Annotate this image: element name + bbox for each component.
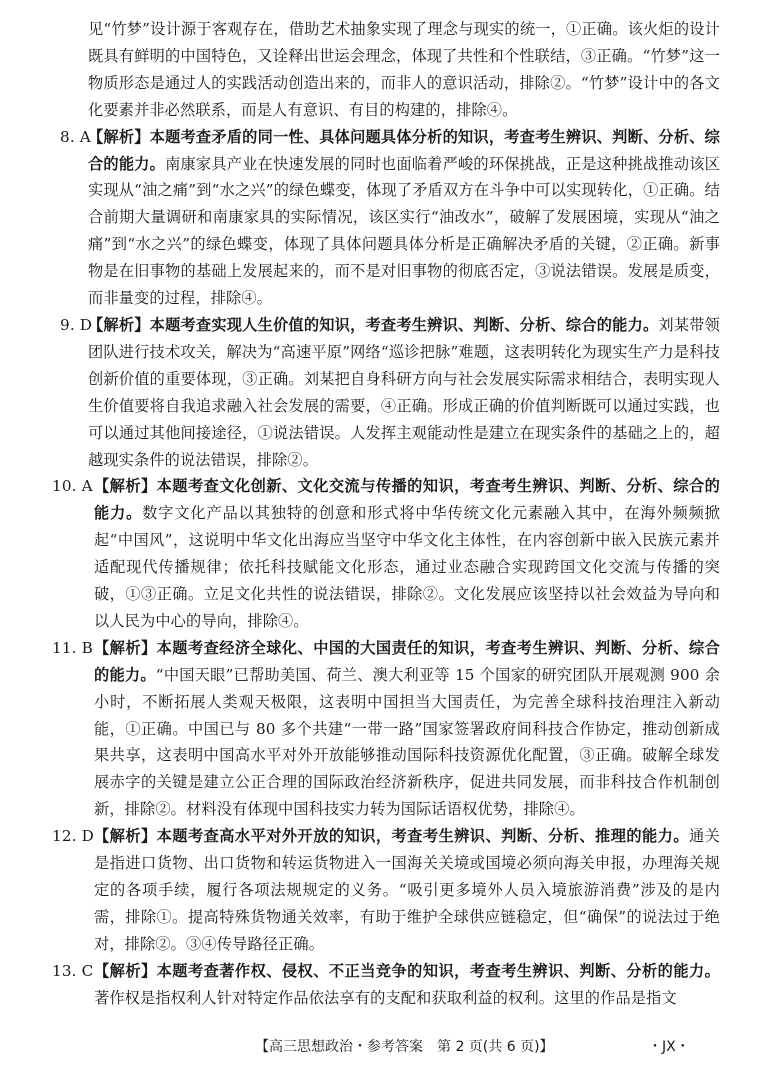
analysis-tag: 【解析】 [94,961,157,980]
analysis-body: 数字文化产品以其独特的创意和形式将中华传统文化元素融入其中，在海外频频掀起“中国风”，这说明中华文化出海应当坚守中华文化主体性，在内容创新中嵌入民族元素并适配现代传播规律；依托科技赋能文化形态，通过业态融合实现跨国文化交流与传播的突破，①③正确。立足文化共性的说法错误，排除②。文化发展应该坚持以社会效益为导向和以人民为中心的导向，排除④。 [94,504,720,630]
answer-number: 13. C [52,961,94,980]
analysis-body: 刘某带领团队进行技术攻关，解决为“高速平原”网络“巡诊把脉”难题，这表明转化为现实生产力是科技创新价值的重要体现，③正确。刘某把自身科研方向与社会发展实际需求相结合，表明实现人生价值要将自我追求融入社会发展的需要，④正确。形成正确的价值判断既可以通过实践，也可以通过其他间接途径，①说法错误。人发挥主观能动性是建立在现实条件的基础之上的，超越现实条件的说法错误，排除②。 [88,315,720,469]
answer-number: 9. D [60,315,93,334]
answer-number: 8. A [60,127,91,146]
answer-number: 10. A [52,477,93,496]
analysis-tag: 【解析】 [94,638,157,657]
analysis-tag: 【解析】 [94,477,157,496]
analysis-body: “中国天眼”已帮助美国、荷兰、澳大利亚等 15 个国家的研究团队开展观测 900 余小时，不断拓展人类观天极限，这表明中国担当大国责任，为完善全球科技治理注入新动能，①正确。中国已与 80 多个共建“一带一路”国家签署政府间科技合作协定，推动创新成果共享，这表明中国高水平对外开放能够推动国际科技资源优化配置，③正确。破解全球发展赤字的关键是建立公正合理的国际政治经济新秩序，促进共同发展，而非科技合作机制创新，排除②。材料没有体现中国科技实力转为国际话语权优势，排除④。 [94,665,720,819]
analysis-body: 著作权是指权利人针对特定作品依法享有的支配和获取利益的权利。这里的作品是指文 [94,988,677,1007]
answer-item [52,473,720,634]
answer-item [60,312,720,473]
footer-title: 【高三思想政治・参考答案 第 2 页(共 6 页)】 [255,1039,554,1055]
analysis-lead: 本题考查实现人生价值的知识，考查考生辨识、判断、分析、综合的能力。 [149,315,659,334]
answer-list [52,124,721,1012]
intro-paragraph: 见“竹梦”设计源于客观存在，借助艺术抽象实现了理念与现实的统一，①正确。该火炬的设计既具有鲜明的中国特色，又诠释出世运会理念，体现了共性和个性联结，③正确。“竹梦”这一物质形态是通过人的实践活动创造出来的，而非人的意识活动，排除②。“竹梦”设计中的各文化要素并非必然联系，而是人有意识、有目的构建的，排除④。 [88,20,720,119]
answer-content [52,16,721,1012]
answer-item [52,823,720,958]
analysis-body: 南康家具产业在快速发展的同时也面临着严峻的环保挑战，正是这种挑战推动该区实现从“油之痛”到“水之兴”的绿色蝶变，体现了矛盾双方在斗争中可以实现转化，①正确。结合前期大量调研和南康家具的实际情况，该区实行“油改水”，破解了发展困境，实现从“油之痛”到“水之兴”的绿色蝶变，体现了具体问题具体分析是正确解决矛盾的关键，②正确。新事物是在旧事物的基础上发展起来的，而不是对旧事物的彻底否定，③说法错误。发展是质变，而非量变的过程，排除④。 [88,154,721,308]
analysis-tag: 【解析】 [88,315,150,334]
page-footer [0,1036,764,1058]
answer-item [52,958,720,1012]
analysis-lead: 本题考查矛盾的同一性、具体问题具体分析的知识，考查考生辨识、判断、分析、综合的能力。 [88,127,720,173]
analysis-lead: 本题考查高水平对外开放的知识，考查考生辨识、判断、分析、推理的能力。 [156,827,689,846]
analysis-tag: 【解析】 [88,127,150,146]
analysis-tag: 【解析】 [94,827,157,846]
answer-number: 12. D [52,827,94,846]
answer-item [52,635,720,823]
answer-number: 11. B [52,638,93,657]
analysis-lead: 本题考查著作权、侵权、不正当竞争的知识，考查考生辨识、判断、分析的能力。 [156,961,720,980]
analysis-lead: 本题考查文化创新、文化交流与传播的知识，考查考生辨识、判断、分析、综合的能力。 [94,477,720,523]
footer-code: ・JX・ [648,1039,690,1055]
answer-item [60,124,720,312]
analysis-body: 通关是指进口货物、出口货物和转运货物进入一国海关关境或国境必须向海关申报，办理海关规定的各项手续，履行各项法规规定的义务。“吸引更多境外人员入境旅游消费”涉及的是内需，排除①。提高特殊货物通关效率，有助于维护全球供应链稳定，但“确保”的说法过于绝对，排除②。③④传导路径正确。 [94,827,720,953]
analysis-lead: 本题考查经济全球化、中国的大国责任的知识，考查考生辨识、判断、分析、综合的能力。 [94,638,720,684]
